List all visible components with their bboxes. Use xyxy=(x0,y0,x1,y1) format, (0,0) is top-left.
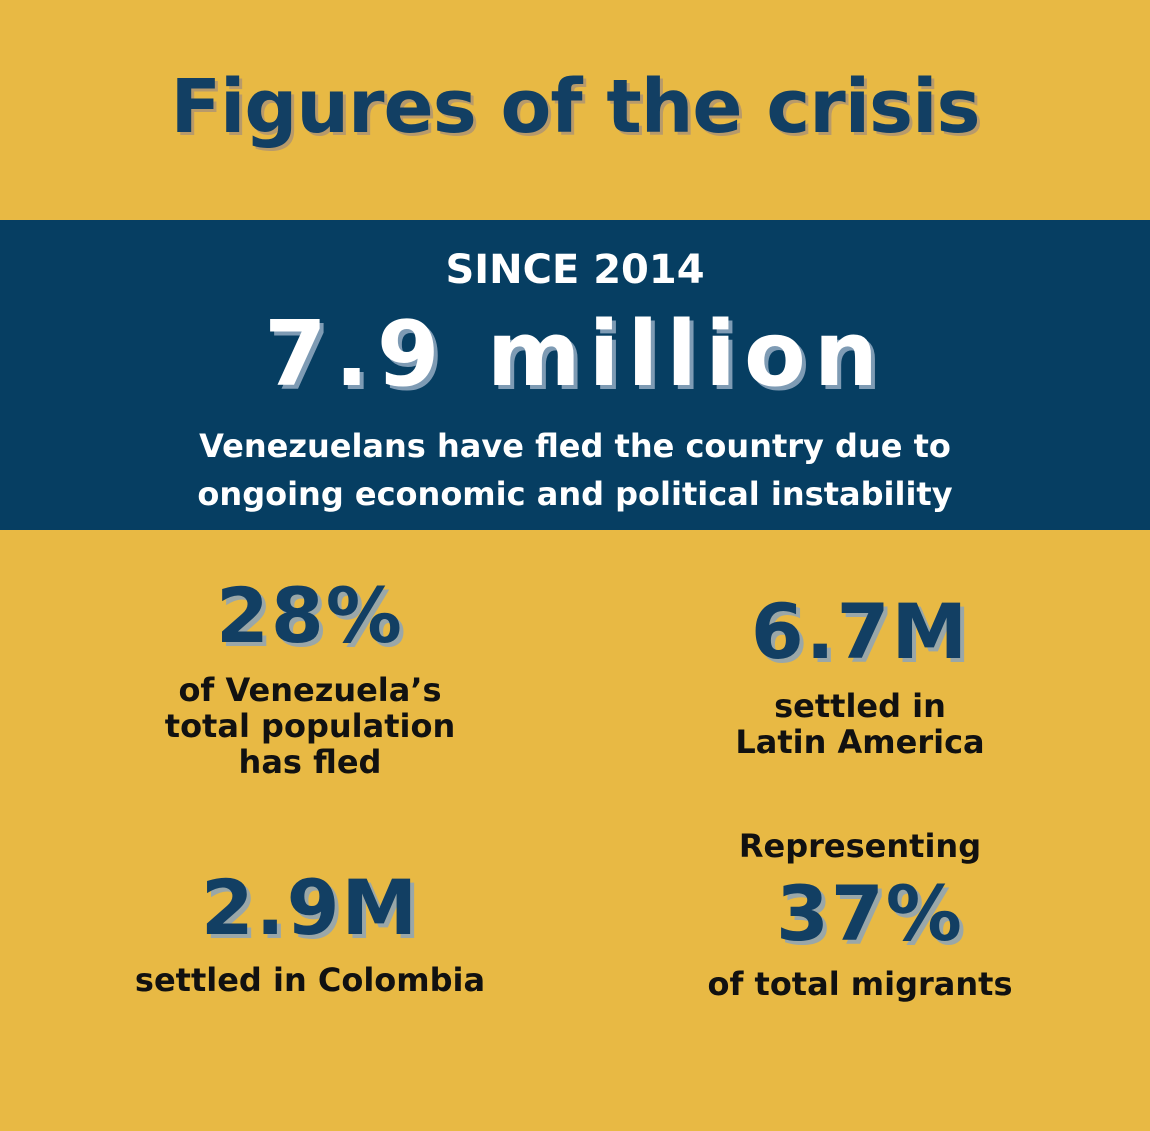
stat-migrants-label xyxy=(650,966,1070,1002)
big-number: 7.9 million xyxy=(264,302,886,407)
stat-population-line-3: has fled xyxy=(238,743,382,781)
stat-population-line-1: of Venezuela’s xyxy=(178,671,442,709)
stat-population-line-2: total population xyxy=(164,707,456,745)
stat-colombia-line-1: settled in Colombia xyxy=(134,961,486,999)
banner-description xyxy=(0,422,1150,518)
stat-latin-america-line-1: settled in xyxy=(774,687,946,725)
stat-population-value: 28% xyxy=(216,571,404,660)
stat-colombia-value: 2.9M xyxy=(200,863,420,952)
stat-latin-america-value: 6.7M xyxy=(750,587,970,676)
stat-migrants-prefix: Representing xyxy=(738,827,982,865)
stat-colombia-label xyxy=(80,962,540,998)
page-title: Figures of the crisis xyxy=(170,64,980,150)
stat-latin-america-label xyxy=(670,688,1050,760)
stat-migrants-value: 37% xyxy=(776,869,964,958)
since-heading: SINCE 2014 xyxy=(445,247,705,293)
stat-migrants-line-1: of total migrants xyxy=(707,965,1013,1003)
banner-description-line-1: Venezuelans have fled the country due to xyxy=(199,427,951,465)
stat-population-label xyxy=(120,672,500,780)
banner-description-line-2: ongoing economic and political instability xyxy=(197,475,953,513)
stat-latin-america-line-2: Latin America xyxy=(735,723,985,761)
